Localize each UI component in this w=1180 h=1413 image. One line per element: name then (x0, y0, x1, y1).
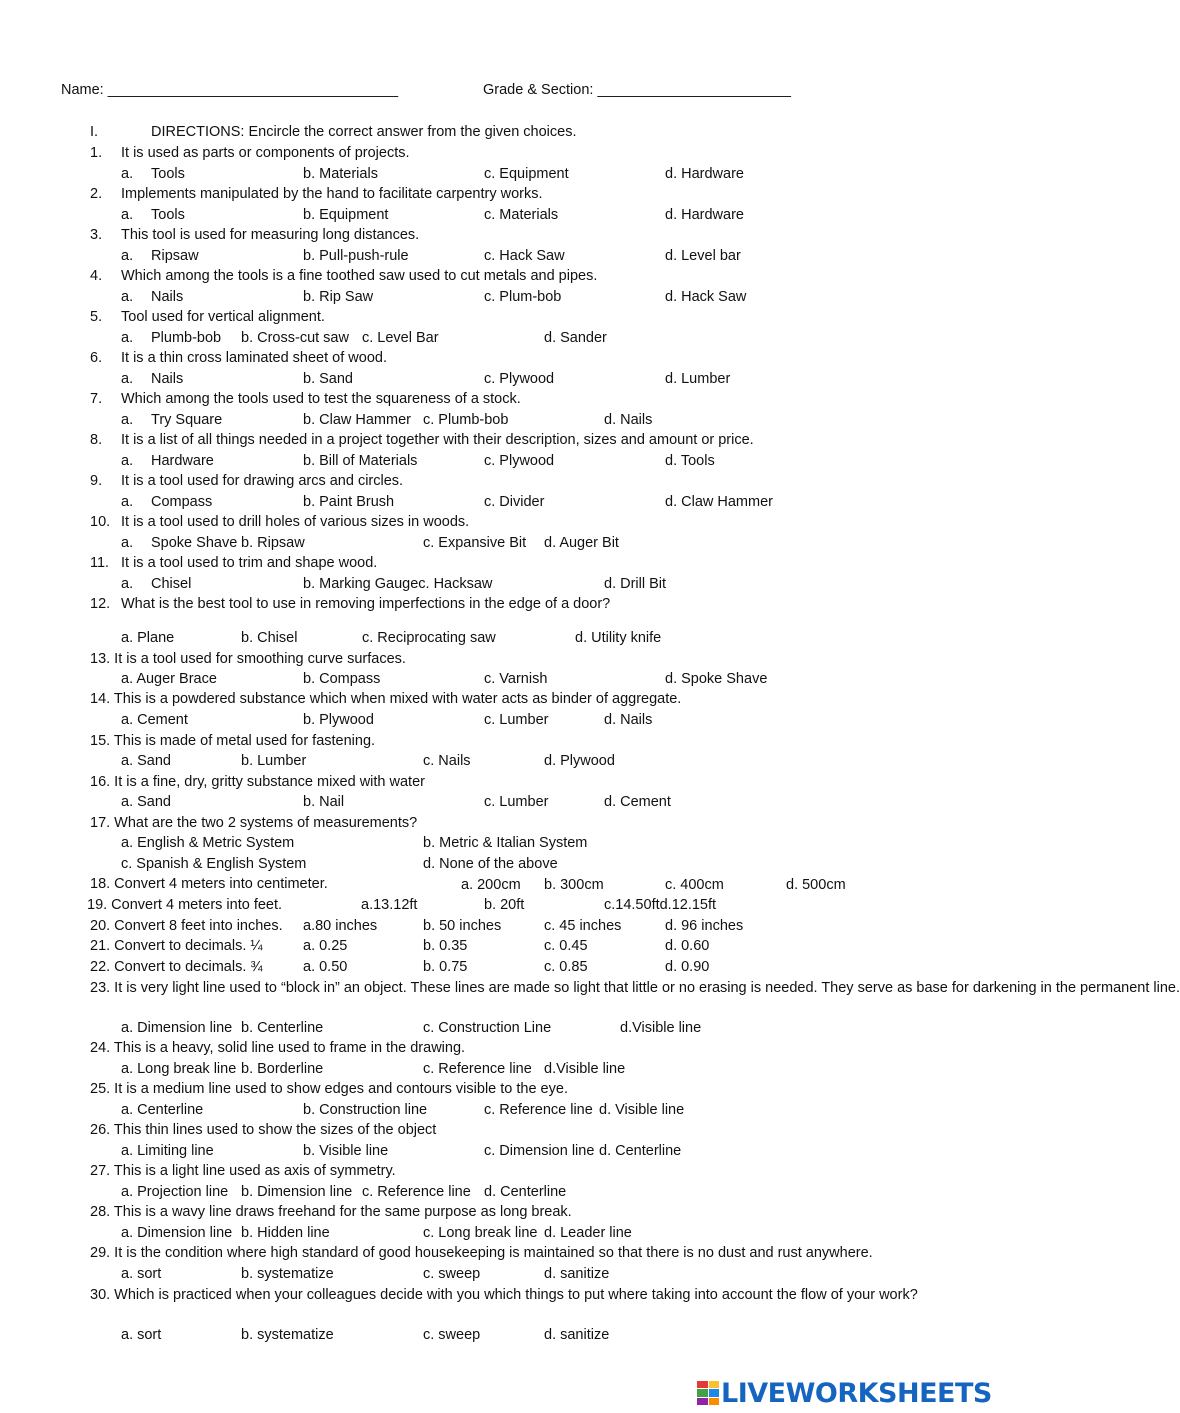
answer-choice[interactable]: b. 50 inches (423, 918, 502, 934)
question-text: Which among the tools used to test the squareness of a stock. (121, 391, 521, 407)
choice-letter: a. (121, 535, 134, 551)
answer-choice[interactable]: c. Construction Line (423, 1020, 552, 1036)
answer-choice[interactable]: a. Sand (121, 794, 171, 810)
answer-choice[interactable]: c. Dimension line (484, 1143, 595, 1159)
answer-choice[interactable]: b. Hidden line (241, 1225, 330, 1241)
choice-letter: a. (121, 576, 134, 592)
answer-choice[interactable]: d. Lumber (665, 371, 731, 387)
answer-choice[interactable]: Tools (151, 166, 185, 182)
question-text: 27. This is a light line used as axis of symmetry. (90, 1163, 396, 1179)
answer-choice[interactable]: b. Ripsaw (241, 535, 305, 551)
answer-choice[interactable]: b. Centerline (241, 1020, 324, 1036)
directions-text: DIRECTIONS: Encircle the correct answer from the given choices. (151, 124, 577, 140)
answer-choice[interactable]: b. Paint Brush (303, 494, 395, 510)
answer-choice[interactable]: b. 20ft (484, 897, 525, 913)
choice-letter: a. (121, 371, 134, 387)
logo-block (697, 1389, 708, 1396)
question-text: 15. This is made of metal used for fastening. (90, 733, 376, 749)
answer-choice[interactable]: b. Plywood (303, 712, 374, 728)
answer-choice[interactable]: d. 96 inches (665, 918, 744, 934)
question-number: 6. (90, 350, 103, 366)
choice-letter: a. (121, 494, 134, 510)
question-text: 18. Convert 4 meters into centimeter. (90, 876, 328, 892)
answer-choice[interactable]: a. Sand (121, 753, 171, 769)
question-number: 3. (90, 227, 103, 243)
answer-choice[interactable]: a. Auger Brace (121, 671, 217, 687)
answer-choice[interactable]: Nails (151, 371, 184, 387)
question-number: 1. (90, 145, 103, 161)
question-number: 11. (90, 555, 110, 571)
question-text: Implements manipulated by the hand to facilitate carpentry works. (121, 186, 543, 202)
answer-choice[interactable]: b. Pull-push-rule (303, 248, 409, 264)
directions-numeral: I. (90, 124, 99, 140)
answer-choice[interactable]: d.Visible line (544, 1061, 626, 1077)
answer-choice[interactable]: a. sort (121, 1266, 162, 1282)
answer-choice[interactable]: d. Auger Bit (544, 535, 619, 551)
worksheet-header (61, 82, 961, 102)
answer-choice[interactable]: d. Leader line (544, 1225, 632, 1241)
question-text: 24. This is a heavy, solid line used to frame in the drawing. (90, 1040, 466, 1056)
answer-choice[interactable]: b. Dimension line (241, 1184, 353, 1200)
answer-choice[interactable]: Nails (151, 289, 184, 305)
answer-choice[interactable]: b. Materials (303, 166, 378, 182)
answer-choice[interactable]: a.80 inches (303, 918, 378, 934)
answer-choice[interactable]: a. 0.50 (303, 959, 348, 975)
answer-choice[interactable]: c. Materials (484, 207, 559, 223)
answer-choice[interactable]: a. Projection line (121, 1184, 229, 1200)
logo-text: LIVEWORKSHEETS (721, 1377, 992, 1409)
question-number: 5. (90, 309, 103, 325)
question-text: 19. Convert 4 meters into feet. (87, 897, 283, 913)
directions (90, 123, 950, 141)
answer-choice[interactable]: a. Plane (121, 630, 175, 646)
choice-letter: a. (121, 289, 134, 305)
answer-choice[interactable]: b. Construction line (303, 1102, 428, 1118)
question-text: This tool is used for measuring long distances. (121, 227, 420, 243)
answer-choice[interactable]: Try Square (151, 412, 223, 428)
answer-choice[interactable]: c. sweep (423, 1327, 481, 1343)
logo-block (709, 1398, 720, 1405)
answer-choice[interactable]: d. Hardware (665, 166, 744, 182)
question-number: 9. (90, 473, 103, 489)
question-text: 26. This thin lines used to show the sizes of the object (90, 1122, 437, 1138)
logo-block (697, 1381, 708, 1388)
answer-choice[interactable]: d. Centerline (484, 1184, 567, 1200)
answer-choice[interactable]: c. 45 inches (544, 918, 622, 934)
answer-choice[interactable]: d. Nails (604, 712, 653, 728)
question-text: 16. It is a fine, dry, gritty substance mixed with water (90, 774, 425, 790)
question-text: It is a list of all things needed in a project together with their description, sizes and amount or price. (121, 432, 754, 448)
answer-choice[interactable]: c.14.50ftd.12.15ft (604, 897, 717, 913)
answer-choice[interactable]: d. Hack Saw (665, 289, 747, 305)
name-field[interactable]: Name: ____________________________________ (61, 82, 399, 98)
answer-choice[interactable]: d.Visible line (620, 1020, 702, 1036)
answer-choice[interactable]: d. 0.60 (665, 938, 710, 954)
question-number: 10. (90, 514, 111, 530)
grade-section-field[interactable]: Grade & Section: ________________________ (483, 82, 791, 98)
answer-choice[interactable]: d. Hardware (665, 207, 744, 223)
answer-choice[interactable]: a. Centerline (121, 1102, 204, 1118)
answer-choice[interactable]: c. 0.85 (544, 959, 588, 975)
answer-choice[interactable]: c. Hack Saw (484, 248, 565, 264)
answer-choice[interactable]: c. Lumber (484, 712, 549, 728)
answer-choice[interactable]: b. Nail (303, 794, 345, 810)
answer-choice[interactable]: a. sort (121, 1327, 162, 1343)
logo-blocks-icon (697, 1381, 719, 1405)
answer-choice[interactable]: Ripsaw (151, 248, 199, 264)
answer-choice[interactable]: c. Varnish (484, 671, 548, 687)
question-text: 29. It is the condition where high standard of good housekeeping is maintained so that there is no dust and rust anywhere. (90, 1245, 873, 1261)
answer-choice[interactable]: d. Sander (544, 330, 607, 346)
question-text: It is a thin cross laminated sheet of wood. (121, 350, 387, 366)
answer-choice[interactable]: c. Nails (423, 753, 471, 769)
answer-choice[interactable]: c. 400cm (665, 877, 724, 893)
question-text: 13. It is a tool used for smoothing curve surfaces. (90, 651, 406, 667)
answer-choice[interactable]: d. Spoke Shave (665, 671, 768, 687)
question-number: 7. (90, 391, 103, 407)
question-text: What is the best tool to use in removing imperfections in the edge of a door? (121, 596, 611, 612)
liveworksheets-logo (697, 1378, 992, 1408)
answer-choice[interactable]: Chisel (151, 576, 192, 592)
answer-choice[interactable]: a. Limiting line (121, 1143, 214, 1159)
answer-choice[interactable]: b. systematize (241, 1327, 334, 1343)
answer-choice[interactable]: d. 0.90 (665, 959, 710, 975)
choice-letter: a. (121, 166, 134, 182)
answer-choice[interactable]: b. Marking Gaugec. Hacksaw (303, 576, 493, 592)
answer-choice[interactable]: d. Nails (604, 412, 653, 428)
answer-choice[interactable]: b. Claw Hammer (303, 412, 411, 428)
answer-choice[interactable]: d. Centerline (599, 1143, 682, 1159)
question-number: 8. (90, 432, 103, 448)
question-number: 2. (90, 186, 103, 202)
answer-choice[interactable]: d. Cement (604, 794, 671, 810)
logo-block (697, 1398, 708, 1405)
answer-choice[interactable]: c. Plumb-bob (423, 412, 509, 428)
answer-choice[interactable]: b. Bill of Materials (303, 453, 418, 469)
answer-choice[interactable]: a. 200cm (461, 877, 521, 893)
answer-choice[interactable]: Tools (151, 207, 185, 223)
answer-choice[interactable]: b. systematize (241, 1266, 334, 1282)
question-text: It is a tool used to trim and shape wood. (121, 555, 378, 571)
answer-choice[interactable]: d. Tools (665, 453, 715, 469)
question-text: 20. Convert 8 feet into inches. (90, 918, 283, 934)
question-text: 17. What are the two 2 systems of measurements? (90, 815, 418, 831)
answer-choice[interactable]: Hardware (151, 453, 214, 469)
answer-choice[interactable]: b. Equipment (303, 207, 389, 223)
answer-choice[interactable]: c. sweep (423, 1266, 481, 1282)
answer-choice[interactable]: a. Dimension line (121, 1225, 233, 1241)
answer-choice[interactable]: d. Drill Bit (604, 576, 667, 592)
question-text: Which among the tools is a fine toothed saw used to cut metals and pipes. (121, 268, 598, 284)
answer-choice[interactable]: b. Metric & Italian System (423, 835, 588, 851)
question-text: 14. This is a powdered substance which when mixed with water acts as binder of aggregate. (90, 691, 682, 707)
question-text: 25. It is a medium line used to show edges and contours visible to the eye. (90, 1081, 568, 1097)
answer-choice[interactable]: d. Level bar (665, 248, 741, 264)
answer-choice[interactable]: c. Expansive Bit (423, 535, 527, 551)
answer-choice[interactable]: Plumb-bob (151, 330, 222, 346)
answer-choice[interactable]: b. Compass (303, 671, 381, 687)
answer-choice[interactable]: c. Plywood (484, 371, 555, 387)
answer-choice[interactable]: d. sanitize (544, 1266, 610, 1282)
answer-choice[interactable]: b. Borderline (241, 1061, 324, 1077)
answer-choice[interactable]: c. Reciprocating saw (362, 630, 496, 646)
question-text: Tool used for vertical alignment. (121, 309, 325, 325)
answer-choice[interactable]: d. Utility knife (575, 630, 662, 646)
answer-choice[interactable]: Compass (151, 494, 213, 510)
answer-choice[interactable]: c. Spanish & English System (121, 856, 307, 872)
answer-choice[interactable]: c. Long break line (423, 1225, 538, 1241)
answer-choice[interactable]: c. Plywood (484, 453, 555, 469)
answer-choice[interactable]: b. Rip Saw (303, 289, 374, 305)
answer-choice[interactable]: b. 0.75 (423, 959, 468, 975)
answer-choice[interactable]: a.13.12ft (361, 897, 418, 913)
answer-choice[interactable]: b. Visible line (303, 1143, 389, 1159)
logo-block (709, 1389, 720, 1396)
answer-choice[interactable]: a. 0.25 (303, 938, 348, 954)
answer-choice[interactable]: b. Chisel (241, 630, 298, 646)
answer-choice[interactable]: c. Plum-bob (484, 289, 562, 305)
choice-letter: a. (121, 453, 134, 469)
answer-choice[interactable]: Spoke Shave (151, 535, 238, 551)
answer-choice[interactable]: b. Lumber (241, 753, 307, 769)
answer-choice[interactable]: d. Plywood (544, 753, 615, 769)
answer-choice[interactable]: c. Reference line (362, 1184, 471, 1200)
answer-choice[interactable]: a. Dimension line (121, 1020, 233, 1036)
answer-choice[interactable]: d. Visible line (599, 1102, 685, 1118)
answer-choice[interactable]: c. Divider (484, 494, 545, 510)
question-text: It is used as parts or components of projects. (121, 145, 410, 161)
question-text: 23. It is very light line used to “block in” an object. These lines are made so light that little or no erasing is needed. They serve as base for darkening in the permanent line. (90, 980, 1180, 996)
choice-letter: a. (121, 412, 134, 428)
answer-choice[interactable]: d. 500cm (786, 877, 846, 893)
question-number: 12. (90, 596, 111, 612)
answer-choice[interactable]: b. 0.35 (423, 938, 468, 954)
answer-choice[interactable]: c. Level Bar (362, 330, 439, 346)
question-text: It is a tool used for drawing arcs and circles. (121, 473, 404, 489)
question-text: 21. Convert to decimals. ¼ (90, 938, 263, 954)
question-text: 28. This is a wavy line draws freehand for the same purpose as long break. (90, 1204, 572, 1220)
answer-choice[interactable]: b. 300cm (544, 877, 604, 893)
question-text: It is a tool used to drill holes of various sizes in woods. (121, 514, 470, 530)
answer-choice[interactable]: a. English & Metric System (121, 835, 295, 851)
question-text: 30. Which is practiced when your colleagues decide with you which things to put where taking into account the flow of your work? (90, 1287, 918, 1303)
answer-choice[interactable]: c. 0.45 (544, 938, 588, 954)
choice-letter: a. (121, 330, 134, 346)
choice-letter: a. (121, 207, 134, 223)
answer-choice[interactable]: d. sanitize (544, 1327, 610, 1343)
answer-choice[interactable]: c. Reference line (484, 1102, 593, 1118)
question-number: 4. (90, 268, 103, 284)
answer-choice[interactable]: b. Sand (303, 371, 353, 387)
question-text: 22. Convert to decimals. ¾ (90, 959, 263, 975)
answer-choice[interactable]: c. Lumber (484, 794, 549, 810)
choice-letter: a. (121, 248, 134, 264)
logo-block (709, 1381, 720, 1388)
answer-choice[interactable]: a. Cement (121, 712, 188, 728)
answer-choice[interactable]: d. Claw Hammer (665, 494, 773, 510)
answer-choice[interactable]: c. Equipment (484, 166, 569, 182)
answer-choice[interactable]: a. Long break line (121, 1061, 237, 1077)
answer-choice[interactable]: d. None of the above (423, 856, 558, 872)
answer-choice[interactable]: b. Cross-cut saw (241, 330, 349, 346)
answer-choice[interactable]: c. Reference line (423, 1061, 532, 1077)
